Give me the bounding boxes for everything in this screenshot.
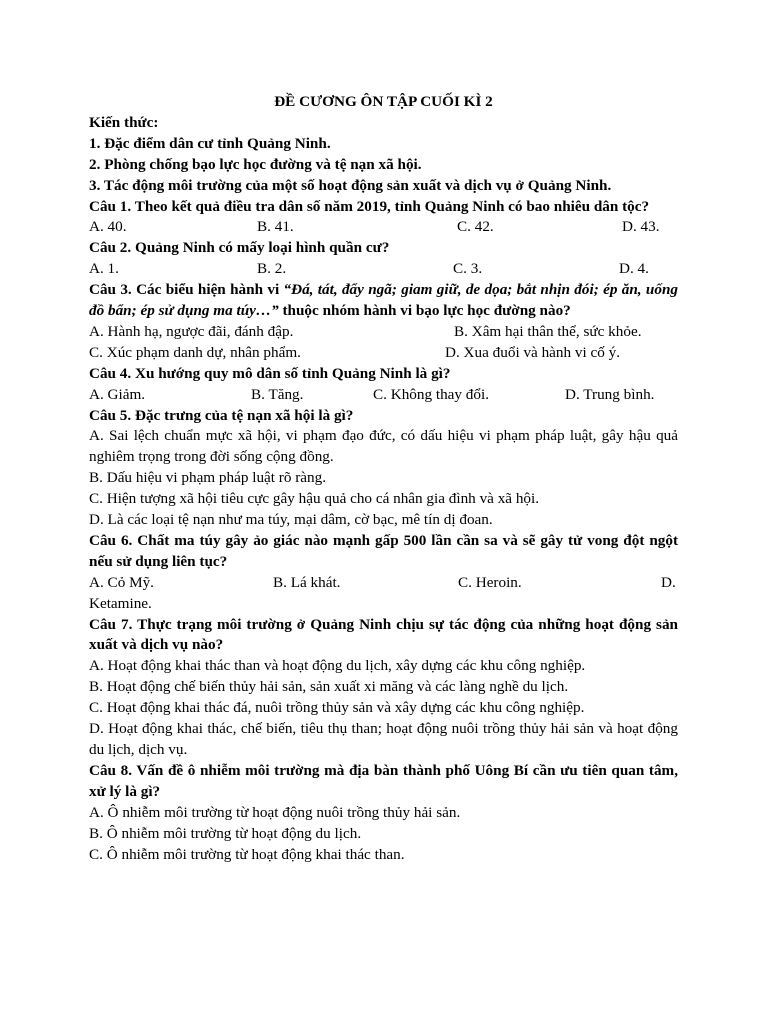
option-d: D.: [661, 573, 676, 591]
question-8: [89, 761, 678, 803]
question-label: Câu 6.: [89, 531, 133, 549]
option-c: C. Hiện tượng xã hội tiêu cực gây hậu quả cho cá nhân gia đình và xã hội.: [89, 490, 540, 508]
option-d: D. Hoạt động khai thác, chế biến, tiêu thụ than; hoạt động nuôi trồng thủy hải sản và hoạt động du lịch, dịch vụ.: [89, 720, 678, 758]
option-a: A. 40.: [89, 218, 127, 236]
option-c: C. Hoạt động khai thác đá, nuôi trồng thủy sản và xây dựng các khu công nghiệp.: [89, 699, 585, 717]
question-label: Câu 1.: [89, 197, 132, 215]
options-row: [89, 322, 678, 343]
question-text: Đặc trưng của tệ nạn xã hội là gì?: [135, 406, 354, 424]
option-c: C. Ô nhiễm môi trường từ hoạt động khai thác than.: [89, 845, 405, 863]
option-d: D. 43.: [622, 218, 660, 236]
option-d: D. 4.: [619, 260, 649, 278]
options-row: [89, 343, 678, 364]
option-a: A. 1.: [89, 260, 119, 278]
knowledge-item: 1. Đặc điểm dân cư tỉnh Quảng Ninh.: [89, 134, 331, 152]
question-1: [89, 197, 678, 218]
document-title: ĐỀ CƯƠNG ÔN TẬP CUỐI KÌ 2: [274, 93, 493, 110]
question-5: [89, 406, 678, 427]
option-c: C. Không thay đổi.: [373, 385, 490, 403]
options-row: [89, 217, 678, 238]
option-d: D. Trung bình.: [565, 385, 655, 403]
question-label: Câu 5.: [89, 406, 132, 424]
option-b: B. Ô nhiễm môi trường từ hoạt động du lịch.: [89, 824, 362, 842]
option-b: B. Lá khát.: [273, 573, 341, 591]
question-text: Theo kết quả điều tra dân số năm 2019, tỉnh Quảng Ninh có bao nhiêu dân tộc?: [134, 197, 650, 215]
options-row: [89, 259, 678, 280]
option-a: A. Ô nhiễm môi trường từ hoạt động nuôi trồng thủy hải sản.: [89, 803, 461, 821]
question-label: Câu 4.: [89, 364, 132, 382]
option-b: B. Dấu hiệu vi phạm pháp luật rõ ràng.: [89, 469, 327, 487]
document-page: [89, 92, 678, 865]
options-row: [89, 385, 678, 406]
option-c: C. 42.: [457, 218, 494, 236]
option-b: B. 2.: [257, 260, 287, 278]
question-label: Câu 3.: [89, 281, 132, 299]
question-label: Câu 8.: [89, 761, 133, 779]
question-text: thuộc nhóm hành vi bạo lực học đường nào?: [282, 302, 571, 320]
option-c: C. 3.: [453, 260, 483, 278]
question-text: Xu hướng quy mô dân số tỉnh Quảng Ninh là gì?: [135, 364, 451, 382]
option-b: B. 41.: [257, 218, 294, 236]
question-text: Thực trạng môi trường ở Quảng Ninh chịu sự tác động của những hoạt động sản xuất và dịch vụ nào?: [89, 615, 678, 654]
question-label: Câu 2.: [89, 239, 132, 257]
option-a: A. Giảm.: [89, 385, 146, 403]
option-d: D. Xua đuổi và hành vi cố ý.: [445, 343, 621, 361]
option-c: C. Heroin.: [458, 573, 522, 591]
question-text: Quảng Ninh có mấy loại hình quần cư?: [135, 239, 390, 257]
question-text: Chất ma túy gây ảo giác nào mạnh gấp 500 lần cần sa và sẽ gây tử vong đột ngột nếu sử dụng liên tục?: [89, 531, 679, 570]
question-text: Vấn đề ô nhiễm môi trường mà địa bàn thành phố Uông Bí cần ưu tiên quan tâm, xử lý là gì?: [89, 761, 679, 800]
option-a: A. Hành hạ, ngược đãi, đánh đập.: [89, 322, 294, 340]
option-d-continued: Ketamine.: [89, 594, 152, 612]
option-a: A. Hoạt động khai thác than và hoạt động du lịch, xây dựng các khu công nghiệp.: [89, 657, 586, 675]
question-label: Câu 7.: [89, 615, 133, 633]
question-text: Các biểu hiện hành vi: [136, 281, 280, 299]
question-7: [89, 615, 678, 657]
knowledge-heading: Kiến thức:: [89, 113, 159, 131]
knowledge-item: 2. Phòng chống bạo lực học đường và tệ nạn xã hội.: [89, 155, 422, 173]
knowledge-item: 3. Tác động môi trường của một số hoạt động sản xuất và dịch vụ ở Quảng Ninh.: [89, 176, 612, 194]
option-a: A. Sai lệch chuẩn mực xã hội, vi phạm đạo đức, có dấu hiệu vi phạm pháp luật, gây hậu quả nghiêm trọng trong đời sống cộng đồng.: [89, 427, 678, 466]
question-quote: “Đá, tát, đẩy ngã; giam giữ, de dọa; bắt nhịn đói; ép ăn, uống đồ bẩn; ép sử dụng ma túy…”: [89, 281, 679, 320]
options-row: [89, 573, 678, 594]
option-d: D. Là các loại tệ nạn như ma túy, mại dâm, cờ bạc, mê tín dị đoan.: [89, 511, 493, 529]
question-4: [89, 364, 678, 385]
question-3: [89, 280, 678, 322]
option-b: B. Tăng.: [251, 385, 304, 403]
question-6: [89, 531, 678, 573]
question-2: [89, 238, 678, 259]
option-a: A. Cỏ Mỹ.: [89, 573, 154, 591]
option-c: C. Xúc phạm danh dự, nhân phẩm.: [89, 343, 301, 361]
option-b: B. Hoạt động chế biến thủy hải sản, sản xuất xi măng và các làng nghề du lịch.: [89, 678, 569, 696]
option-b: B. Xâm hại thân thể, sức khỏe.: [454, 322, 642, 340]
